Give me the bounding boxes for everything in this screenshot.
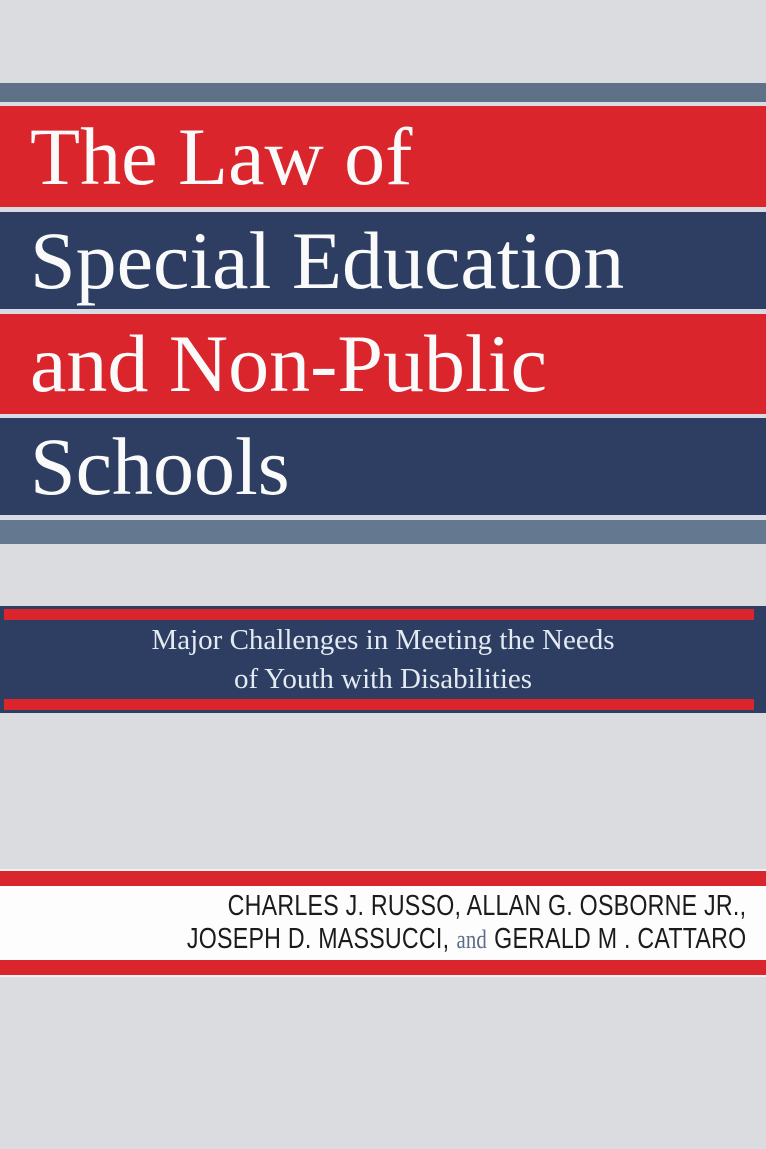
top-gray-margin bbox=[0, 0, 766, 83]
author-band bbox=[0, 886, 766, 960]
subtitle-banner bbox=[0, 606, 766, 713]
author-line-1: CHARLES J. RUSSO, ALLAN G. OSBORNE JR., bbox=[227, 890, 746, 922]
subtitle-line-1: Major Challenges in Meeting the Needs bbox=[151, 623, 615, 656]
title-band-1 bbox=[0, 106, 766, 207]
title-line-3: and Non-Public bbox=[30, 318, 547, 409]
title-line-2: Special Education bbox=[30, 214, 625, 306]
author-connector-and: and bbox=[456, 925, 487, 954]
decorative-slate-band-bottom bbox=[0, 520, 766, 544]
author-line-2-names-a: JOSEPH D. MASSUCCI, bbox=[186, 923, 449, 955]
subtitle-text-area bbox=[0, 620, 766, 699]
title-band-2 bbox=[0, 212, 766, 309]
bottom-gray-margin bbox=[0, 977, 766, 1149]
gray-gap-above-subtitle bbox=[0, 544, 766, 606]
decorative-slate-band-top bbox=[0, 83, 766, 102]
subtitle-banner-red-stripe-top bbox=[4, 609, 754, 620]
subtitle-line-2: of Youth with Disabilities bbox=[233, 662, 533, 695]
title-band-4 bbox=[0, 418, 766, 515]
title-band-3 bbox=[0, 314, 766, 414]
author-line-2-names-b: GERALD M . CATTARO bbox=[493, 923, 746, 955]
author-strip-red-top bbox=[0, 871, 766, 886]
author-line-2 bbox=[186, 923, 746, 956]
gray-gap-above-authors bbox=[0, 713, 766, 869]
subtitle-banner-red-stripe-bottom bbox=[4, 699, 754, 710]
author-strip-red-bottom bbox=[0, 960, 766, 975]
title-line-1: The Law of bbox=[30, 110, 413, 202]
title-line-4: Schools bbox=[30, 420, 290, 512]
